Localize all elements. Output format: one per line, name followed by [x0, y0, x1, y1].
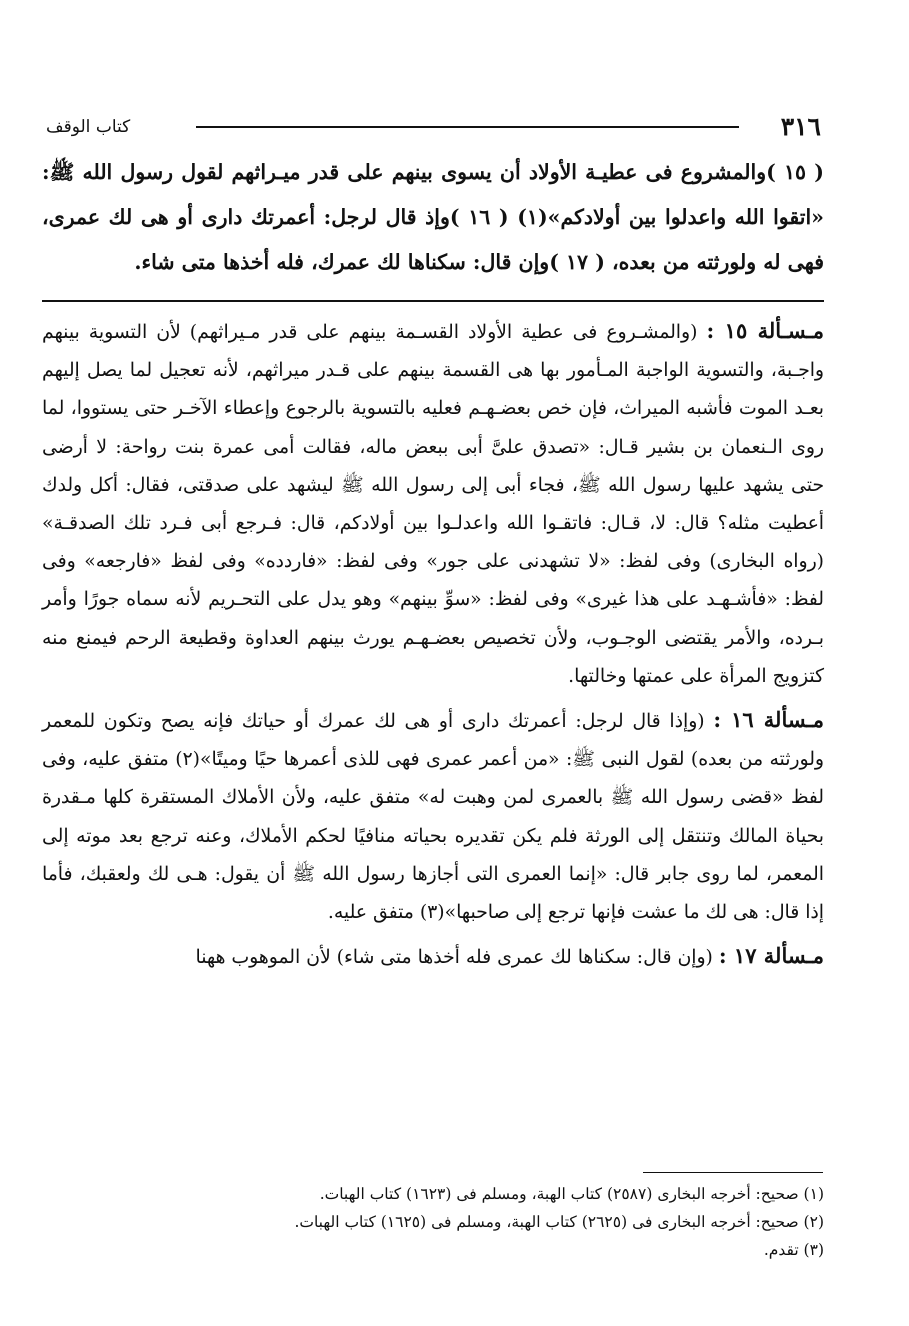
- masala-label: مـسألة ١٦ :: [713, 707, 824, 733]
- header-rule: [196, 126, 739, 128]
- running-title: كتاب الوقف: [46, 117, 131, 137]
- masala-text: (والمشـروع فى عطية الأولاد القسـمة بينهم على قدر مـيراثهم) لأن التسوية بينهم واجـبة، والتسوية الواجبة المـأمور بها هى القسمة بينهم على قـدر ميراثهم، لأنه تعجيل لما يصل إليهم بعـد الموت فأشبه الميراث، فإن خص بعضـهـم فعليه بالتسوية بالرجوع وإعطاء الآخـر حتى يستووا، لما روى الـنعمان بن بشير قـال: «تصدق علىَّ أبى ببعض ماله، فقالت أمى عمرة بنت رواحة: لا أرضى حتى يشهد عليها رسول الله ﷺ، فجاء أبى إلى رسول الله ﷺ ليشهد على صدقتى، فقال: أكل ولدك أعطيت مثله؟ قال: لا، قـال: فاتقـوا الله واعدلـوا بين أولادكم، قال: فـرجع أبى فـرد تلك الصدقـة» (رواه البخارى) وفى لفظ: «لا تشهدنى على جور» وفى لفظ: «فاردده» وفى لفظ «فارجعه» وفى لفظ: «فأشـهـد على هذا غيرى» وفى لفظ: «سوِّ بينهم» وهو يدل على التحـريم لأنه سماه جورًا وأمر بـرده، والأمر يقتضى الوجـوب، ولأن تخصيص بعضـهـم يورث بينهم العداوة وقطيعة الرحم فيمنع منه كتزويج المرأة على عمتها وخالتها.: [42, 322, 824, 687]
- footnote: (٢) صحيح: أخرجه البخارى فى (٢٦٢٥) كتاب الهبة، ومسلم فى (١٦٢٥) كتاب الهبات.: [294, 1213, 824, 1231]
- commentary-body: [42, 312, 824, 982]
- page-header: [46, 112, 821, 142]
- masala-label: مـسألة ١٧ :: [718, 943, 824, 969]
- matn-text: [42, 150, 824, 285]
- masala-15: [42, 312, 824, 696]
- separator-rule: [42, 300, 824, 302]
- masala-label: مـسـألة ١٥ :: [706, 318, 824, 343]
- footnote-rule: [643, 1172, 823, 1173]
- masala-17: [42, 937, 824, 977]
- masala-text: (وإن قال: سكناها لك عمرى فله أخذها متى شاء) لأن الموهوب ههنا: [195, 947, 719, 969]
- masala-16: [42, 701, 824, 932]
- page-number: ٣١٦: [780, 112, 821, 141]
- footnote: (١) صحيح: أخرجه البخارى (٢٥٨٧) كتاب الهبة، ومسلم فى (١٦٢٣) كتاب الهبات.: [319, 1185, 824, 1203]
- matn-paragraph: ( ١٥ )والمشروع فى عطيـة الأولاد أن يسوى بينهم على قدر ميـراثهم لقول رسول الله ﷺ: «اتقوا الله واعدلوا بين أولادكم»(١) ( ١٦ )وإذ قال لرجل: أعمرتك دارى أو هى لك عمرى، فهى له ولورثته من بعده، ( ١٧ )وإن قال: سكناها لك عمرك، فله أخذها متى شاء.: [42, 160, 824, 274]
- footnotes: [42, 1180, 824, 1264]
- masala-text: (وإذا قال لرجل: أعمرتك دارى أو هى لك عمرك أو حياتك فإنه يصح وتكون للمعمر ولورثته من بعده) لقول النبى ﷺ: «من أعمر عمرى فهى للذى أعمرها حيًا وميتًا»(٢) متفق عليه، وفى لفظ «قضى رسول الله ﷺ بالعمرى لمن وهبت له» متفق عليه، ولأن الأملاك المستقرة كلها مـقدرة بحياة المالك وتنتقل إلى الورثة فلم يكن تقديره بحياته منافيًا لحكم الأملاك، وعنه ترجع بعد موته إلى المعمر، لما روى جابر قال: «إنما العمرى التى أجازها رسول الله ﷺ أن يقول: هـى لك ولعقبك، فأما إذا قال: هى لك ما عشت فإنها ترجع إلى صاحبها»(٣) متفق عليه.: [42, 711, 824, 924]
- footnote: (٣) تقدم.: [763, 1241, 824, 1259]
